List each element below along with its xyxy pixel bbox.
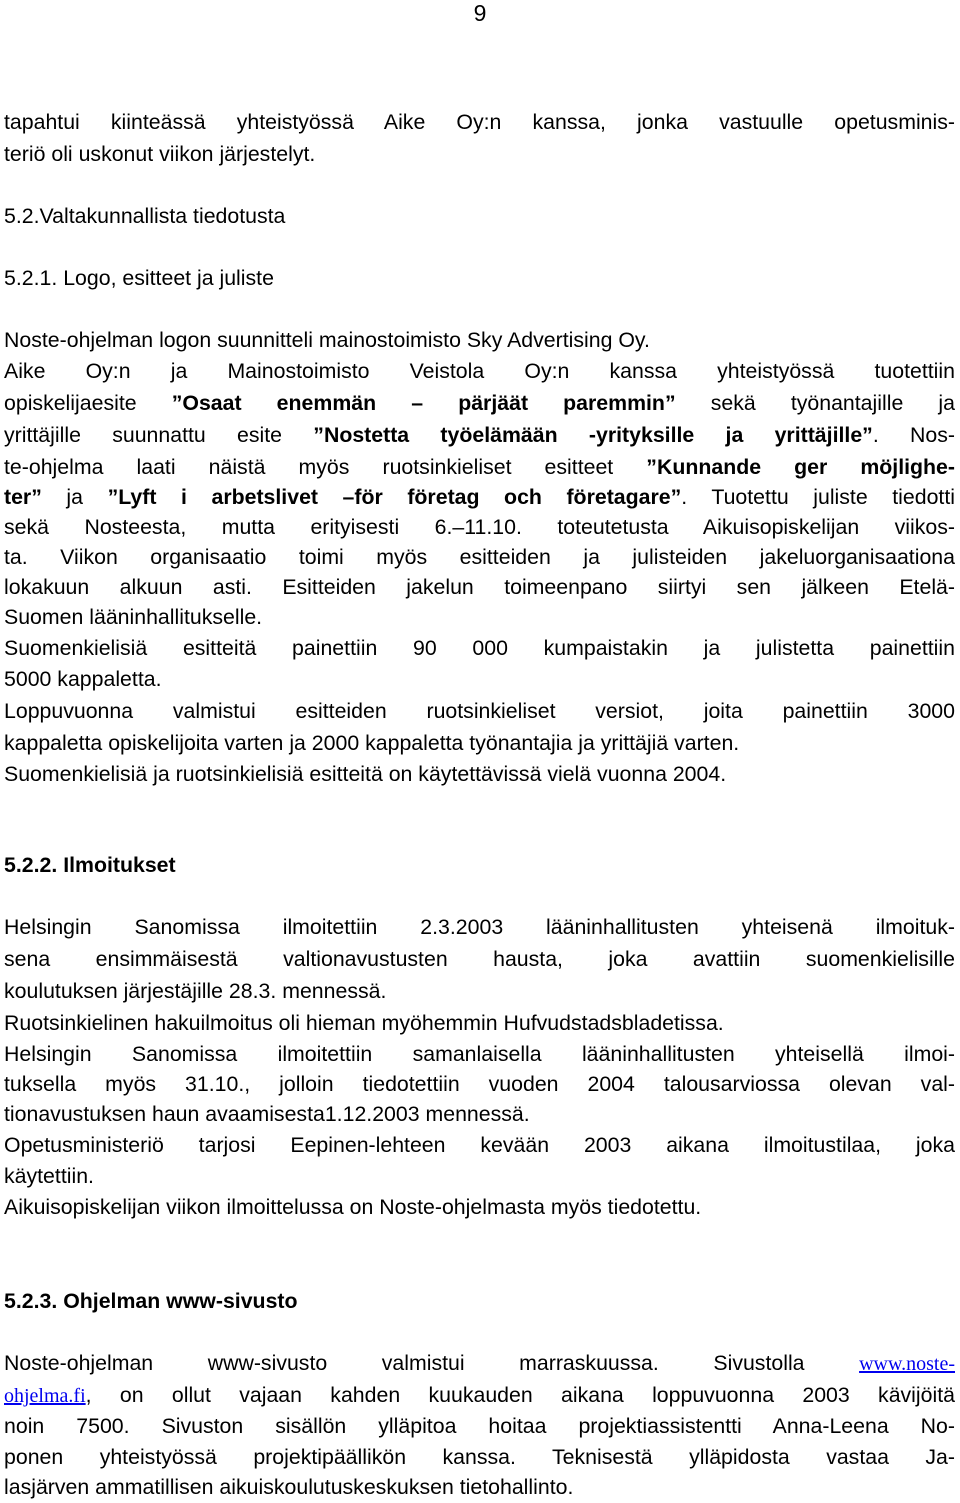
paragraph-line: ponen yhteistyössä projektipäällikön kanssa. Teknisestä ylläpidosta vastaa Ja-	[4, 1445, 955, 1469]
paragraph-line: sena ensimmäisestä valtionavustusten hausta, joka avattiin suomenkielisille	[4, 947, 955, 971]
paragraph-line: ohjelma.fi, on ollut vajaan kahden kuukauden aikana loppuvuonna 2003 kävijöitä	[4, 1383, 955, 1407]
paragraph-line: Opetusministeriö tarjosi Eepinen-lehteen kevään 2003 aikana ilmoitustilaa, joka	[4, 1133, 955, 1157]
paragraph-line: Noste-ohjelman www-sivusto valmistui marraskuussa. Sivustolla www.noste-	[4, 1351, 955, 1375]
paragraph-line: koulutuksen järjestäjille 28.3. mennessä.	[4, 979, 387, 1003]
paragraph-line: ter” ja ”Lyft i arbetslivet –för företag och företagare”. Tuotettu juliste tiedotti	[4, 485, 955, 509]
section-heading-5-2-2: 5.2.2. Ilmoitukset	[4, 853, 176, 877]
paragraph-line: sekä Nosteesta, mutta erityisesti 6.–11.10. toteutetusta Aikuisopiskelijan viikos-	[4, 515, 955, 539]
brochure-title-employers: Nostetta työelämään -yrityksille ja yrittäjille	[323, 423, 863, 447]
website-link[interactable]: www.noste-	[859, 1353, 955, 1375]
paragraph-line: Helsingin Sanomissa ilmoitettiin 2.3.2003 lääninhallitusten yhteisenä ilmoituk-	[4, 915, 955, 939]
paragraph-line: yrittäjille suunnattu esite ”Nostetta työelämään -yrityksille ja yrittäjille”. Nos-	[4, 423, 955, 447]
paragraph-line: tionavustuksen haun avaamisesta1.12.2003 mennessä.	[4, 1102, 530, 1126]
website-link-cont[interactable]: ohjelma.fi	[4, 1385, 86, 1407]
paragraph-line: tuksella myös 31.10., jolloin tiedotettiin vuoden 2004 talousarviossa olevan val-	[4, 1072, 955, 1096]
section-heading-5-2	[4, 201, 955, 231]
paragraph-line: tapahtui kiinteässä yhteistyössä Aike Oy:n kanssa, jonka vastuulle opetusminis-	[4, 110, 955, 134]
paragraph-line: Suomenkielisiä esitteitä painettiin 90 000 kumpaistakin ja julistetta painettiin	[4, 636, 955, 660]
paragraph-line: te-ohjelma laati näistä myös ruotsinkieliset esitteet ”Kunnande ger möjlighe-	[4, 455, 955, 479]
heading-number: 5.2.	[4, 204, 40, 228]
brochure-title-sv-2: Lyft i arbetslivet –för företag och företagare	[118, 485, 671, 509]
paragraph-line: Noste-ohjelman logon suunnitteli mainostoimisto Sky Advertising Oy.	[4, 328, 650, 352]
brochure-title-fi: Osaat enemmän – pärjäät paremmin	[182, 391, 665, 415]
brochure-title-sv-1: Kunnande ger möjlighe-	[656, 455, 955, 479]
paragraph-line: ta. Viikon organisaatio toimi myös esitteiden ja julisteiden jakeluorganisaationa	[4, 545, 955, 569]
paragraph-line: opiskelijaesite ”Osaat enemmän – pärjäät paremmin” sekä työnantajille ja	[4, 391, 955, 415]
paragraph-line: Suomen lääninhallitukselle.	[4, 605, 263, 629]
paragraph-line: lokakuun alkuun asti. Esitteiden jakelun toimeenpano siirtyi sen jälkeen Etelä-	[4, 575, 955, 599]
section-heading-5-2-3: 5.2.3. Ohjelman www-sivusto	[4, 1289, 298, 1313]
section-heading-5-2-1: 5.2.1. Logo, esitteet ja juliste	[4, 266, 274, 290]
paragraph-line: Suomenkielisiä ja ruotsinkielisiä esitteitä on käytettävissä vielä vuonna 2004.	[4, 762, 727, 786]
paragraph-line: Loppuvuonna valmistui esitteiden ruotsinkieliset versiot, joita painettiin 3000	[4, 699, 955, 723]
paragraph-line: 5000 kappaletta.	[4, 667, 162, 691]
paragraph-line: kappaletta opiskelijoita varten ja 2000 kappaletta työnantajia ja yrittäjiä varten.	[4, 731, 740, 755]
paragraph-line: Helsingin Sanomissa ilmoitettiin samanlaisella lääninhallitusten yhteisellä ilmoi-	[4, 1042, 955, 1066]
page-number: 9	[473, 0, 487, 26]
paragraph-line: Aike Oy:n ja Mainostoimisto Veistola Oy:n kanssa yhteistyössä tuotettiin	[4, 359, 955, 383]
paragraph-line: Aikuisopiskelijan viikon ilmoittelussa on Noste-ohjelmasta myös tiedotettu.	[4, 1195, 702, 1219]
heading-title: Valtakunnallista tiedotusta	[39, 204, 286, 228]
paragraph-line: Ruotsinkielinen hakuilmoitus oli hieman myöhemmin Hufvudstadsbladetissa.	[4, 1011, 724, 1035]
paragraph-line: lasjärven ammatillisen aikuiskoulutuskeskuksen tietohallinto.	[4, 1475, 574, 1499]
brochure-title-sv-1-cont: ter	[4, 485, 32, 509]
paragraph-line: teriö oli uskonut viikon järjestelyt.	[4, 142, 316, 166]
paragraph-line: noin 7500. Sivuston sisällön ylläpitoa hoitaa projektiassistentti Anna-Leena No-	[4, 1414, 955, 1438]
paragraph-line: käytettiin.	[4, 1164, 94, 1188]
